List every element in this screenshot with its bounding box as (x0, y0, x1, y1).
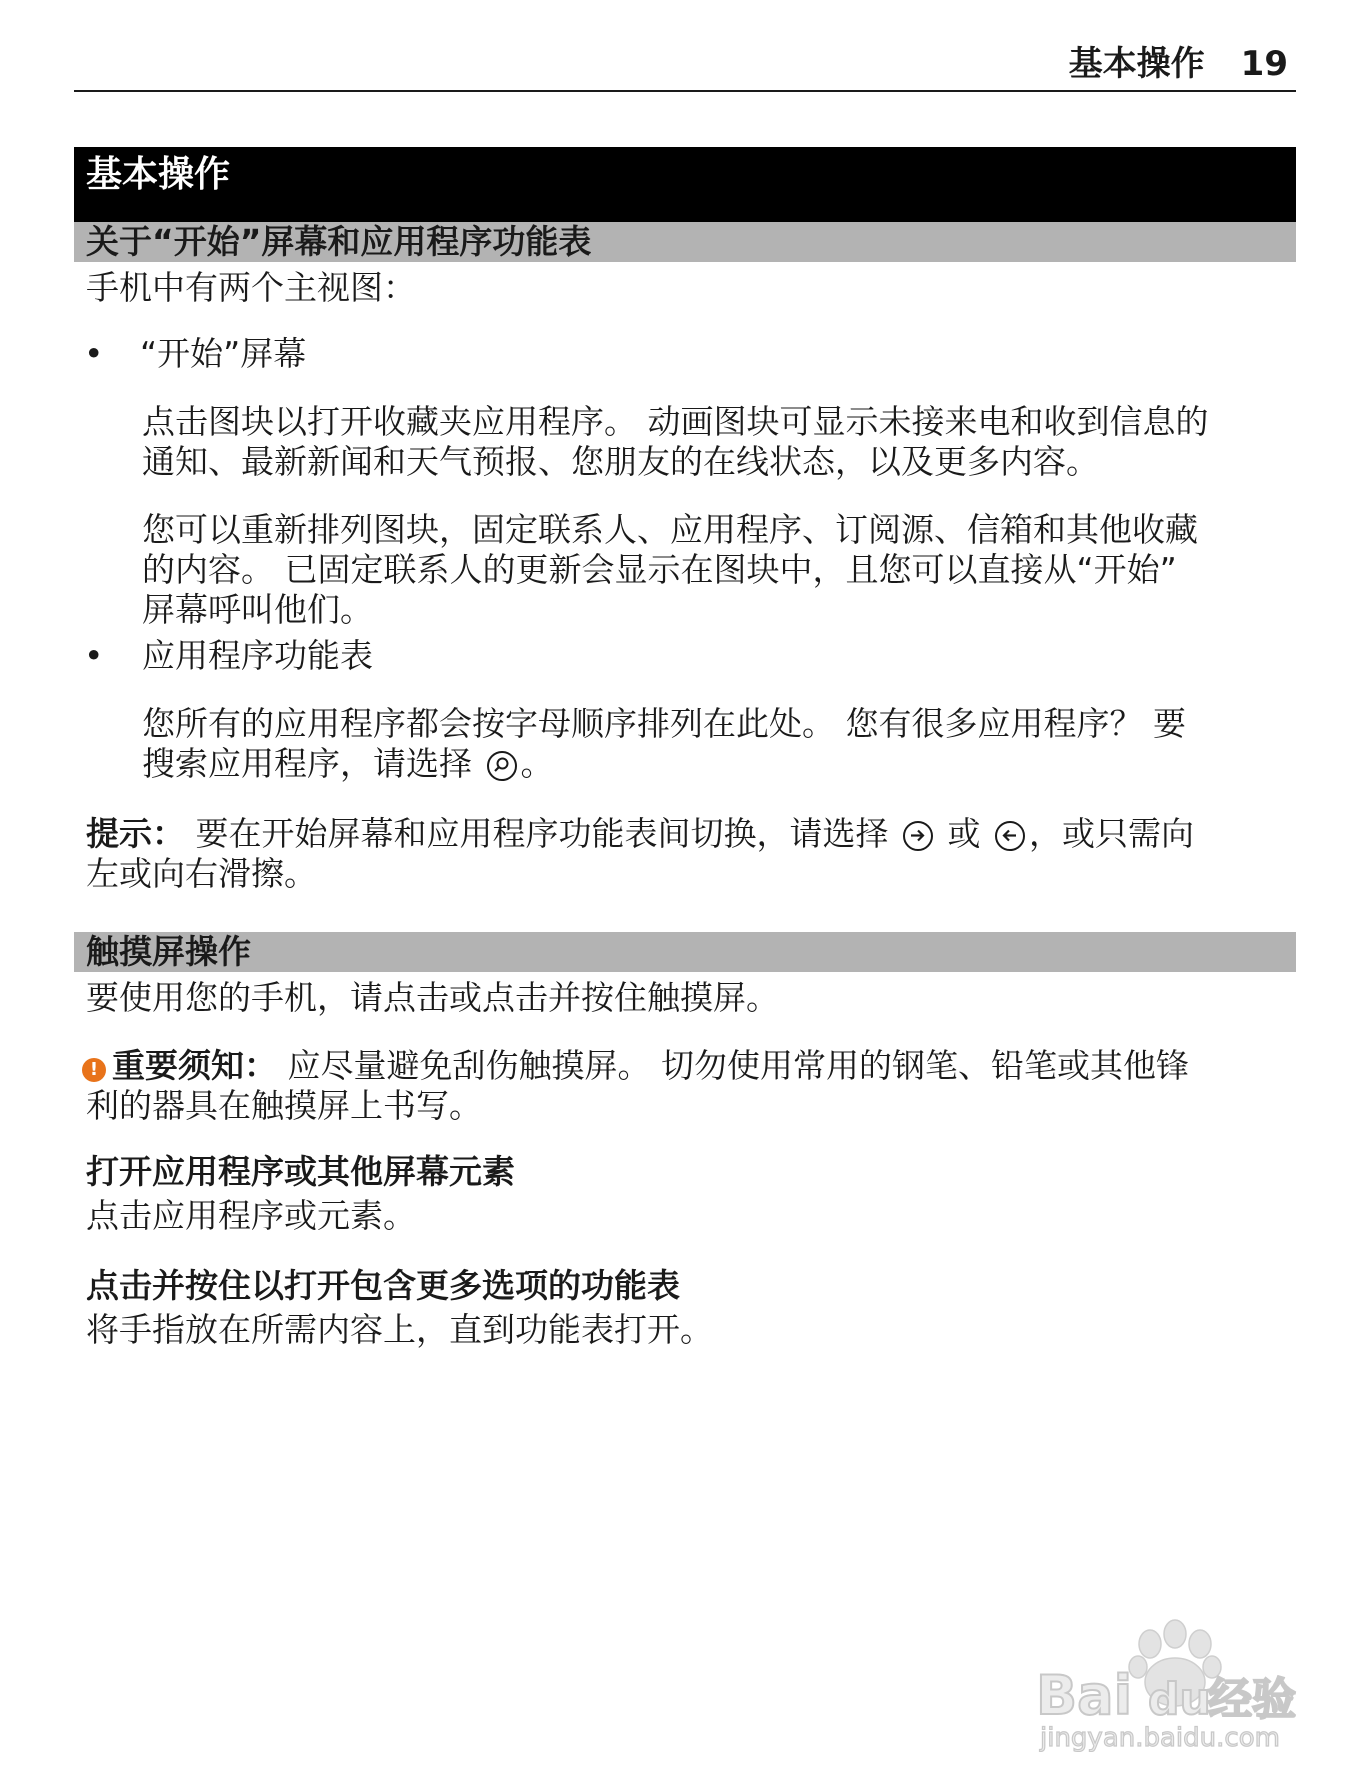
arrow-left-circle-icon (995, 821, 1025, 851)
section-intro: 手机中有两个主视图： (86, 268, 416, 307)
paw-logo-icon (1030, 1612, 1320, 1752)
svg-text:经验: 经验 (1208, 1674, 1296, 1725)
tip-line: 左或向右滑擦。 (86, 854, 317, 893)
important-line: ! 重要须知： 应尽量避免刮伤触摸屏。 切勿使用常用的钢笔、铅笔或其他锋 (82, 1046, 1189, 1086)
paragraph-line: 您所有的应用程序都会按字母顺序排列在此处。 您有很多应用程序？ 要 (142, 704, 1186, 743)
section-title: 触摸屏操作 (86, 932, 251, 971)
important-line: 利的器具在触摸屏上书写。 (86, 1086, 482, 1125)
baidu-watermark (1030, 1612, 1320, 1752)
paragraph-line: 您可以重新排列图块，固定联系人、应用程序、订阅源、信箱和其他收藏 (142, 510, 1198, 549)
bullet-marker: • (84, 334, 104, 373)
bullet-label: 应用程序功能表 (142, 636, 373, 675)
section-header (74, 932, 1296, 972)
subheading-text: 点击应用程序或元素。 (86, 1196, 416, 1235)
section-title: 关于“开始”屏幕和应用程序功能表 (86, 222, 592, 261)
bullet-label: “开始”屏幕 (140, 334, 307, 373)
search-icon (487, 751, 517, 781)
arrow-right-circle-icon (903, 821, 933, 851)
exclamation-icon: ! (82, 1058, 106, 1082)
tip-label: 提示： (86, 814, 185, 853)
paragraph-line: 搜索应用程序，请选择 。 (142, 744, 554, 783)
paragraph-line: 点击图块以打开收藏夹应用程序。 动画图块可显示未接来电和收到信息的 (142, 402, 1209, 441)
page-number: 19 (1240, 44, 1288, 84)
subheading: 点击并按住以打开包含更多选项的功能表 (86, 1266, 680, 1305)
section-header (74, 222, 1296, 262)
bullet-marker: • (84, 636, 104, 675)
page-header (74, 44, 1296, 92)
subheading: 打开应用程序或其他屏幕元素 (86, 1152, 515, 1191)
svg-text:jingyan.baidu.com: jingyan.baidu.com (1040, 1723, 1280, 1752)
important-label: 重要须知： (112, 1046, 277, 1085)
chapter-bar (74, 147, 1296, 222)
tip-line: 提示： 要在开始屏幕和应用程序功能表间切换，请选择 或 ，或只需向 (86, 814, 1194, 853)
section-intro: 要使用您的手机，请点击或点击并按住触摸屏。 (86, 978, 779, 1017)
paragraph-line: 的内容。 已固定联系人的更新会显示在图块中，且您可以直接从“开始” (142, 550, 1177, 589)
paragraph-line: 通知、最新新闻和天气预报、您朋友的在线状态，以及更多内容。 (142, 442, 1099, 481)
paragraph-line: 屏幕呼叫他们。 (142, 590, 373, 629)
header-title: 基本操作 (1068, 44, 1205, 84)
svg-text:Bai: Bai (1036, 1664, 1133, 1727)
svg-text:du: du (1148, 1674, 1211, 1725)
chapter-title: 基本操作 (86, 154, 231, 195)
subheading-text: 将手指放在所需内容上，直到功能表打开。 (86, 1310, 713, 1349)
